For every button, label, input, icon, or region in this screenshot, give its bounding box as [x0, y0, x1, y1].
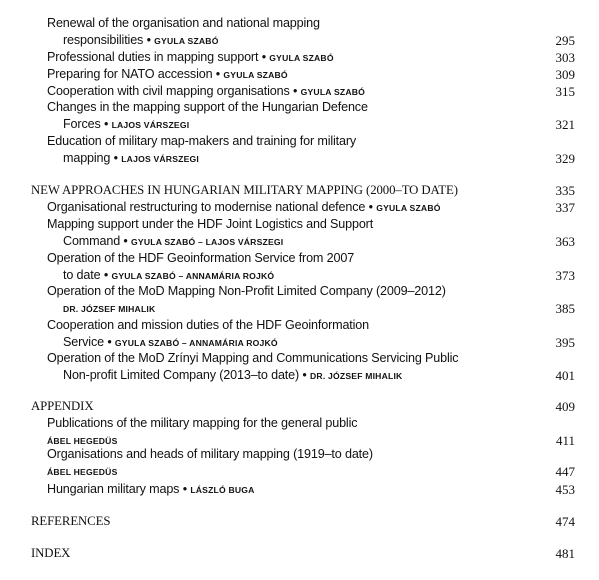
entry-author: GYULA SZABÓ	[154, 36, 219, 46]
entry-title	[47, 199, 441, 217]
entry-title: Operation of the MoD Mapping Non-Profit Limited Company (2009–2012)	[47, 284, 446, 298]
toc-line	[0, 199, 599, 216]
toc-line	[0, 216, 599, 233]
entry-title-text: mapping	[63, 151, 111, 165]
bullet-separator: •	[103, 268, 112, 282]
entry-title: Organisations and heads of military mapping (1919–to date)	[47, 447, 373, 461]
entry-title	[63, 233, 283, 251]
entry-title	[63, 116, 189, 134]
bullet-separator: •	[103, 117, 112, 131]
entry-author: LÁSZLÓ BUGA	[190, 485, 255, 495]
entry-title	[47, 481, 255, 499]
toc-line	[0, 233, 599, 250]
toc-line	[0, 300, 599, 317]
entry-title: Renewal of the organisation and national mapping	[47, 16, 320, 30]
toc-line	[0, 182, 599, 199]
page-number: 474	[555, 514, 575, 529]
entry-title: Publications of the military mapping for the general public	[47, 416, 358, 430]
page-number: 309	[555, 67, 575, 82]
entry-title: Cooperation and mission duties of the HDF Geoinformation	[47, 318, 370, 332]
entry-title	[47, 49, 334, 67]
entry-title	[47, 463, 118, 481]
entry-title: Operation of the MoD Zrínyi Mapping and Communications Servicing Public	[47, 351, 459, 365]
page-number: 447	[555, 464, 575, 479]
section-heading: REFERENCES	[31, 514, 111, 528]
toc-line	[0, 267, 599, 284]
toc-line	[0, 513, 599, 530]
toc-line	[0, 133, 599, 150]
toc-line	[0, 317, 599, 334]
page-number: 401	[555, 368, 575, 383]
entry-author: GYULA SZABÓ – ANNAMÁRIA ROJKÓ	[111, 271, 275, 281]
entry-author: DR. JÓZSEF MIHALIK	[310, 371, 403, 381]
entry-title-text: Professional duties in mapping support	[47, 50, 259, 64]
toc-line	[0, 334, 599, 351]
bullet-separator: •	[146, 33, 155, 47]
entry-author: LAJOS VÁRSZEGI	[111, 120, 190, 130]
entry-title	[47, 66, 288, 84]
toc-line	[0, 49, 599, 66]
entry-title-text: responsibilities	[63, 33, 144, 47]
toc-line	[0, 446, 599, 463]
toc-line	[0, 367, 599, 384]
section-heading: INDEX	[31, 546, 71, 560]
entry-author: DR. JÓZSEF MIHALIK	[63, 304, 156, 314]
entry-title	[63, 150, 199, 168]
entry-author: ÁBEL HEGEDÜS	[47, 436, 118, 446]
entry-title-text: Non-profit Limited Company (2013–to date)	[63, 368, 300, 382]
section-heading: APPENDIX	[31, 399, 94, 413]
entry-author: GYULA SZABÓ – ANNAMÁRIA ROJKÓ	[114, 338, 278, 348]
toc-line	[0, 32, 599, 49]
page-number: 295	[555, 33, 575, 48]
entry-title: Education of military map-makers and training for military	[47, 134, 357, 148]
toc-line	[0, 481, 599, 498]
page-number: 481	[555, 546, 575, 561]
entry-title: Operation of the HDF Geoinformation Service from 2007	[47, 251, 355, 265]
entry-author: GYULA SZABÓ	[269, 53, 334, 63]
entry-author: GYULA SZABÓ – LAJOS VÁRSZEGI	[131, 237, 284, 247]
page-number: 363	[555, 234, 575, 249]
toc-line	[0, 150, 599, 167]
toc-line	[0, 463, 599, 480]
bullet-separator: •	[123, 234, 132, 248]
bullet-separator: •	[182, 482, 191, 496]
toc-line	[0, 83, 599, 100]
entry-title-text: Organisational restructuring to modernise national defence	[47, 200, 366, 214]
page-number: 337	[555, 200, 575, 215]
page-number: 373	[555, 268, 575, 283]
page-number: 303	[555, 50, 575, 65]
entry-title-text: Preparing for NATO accession	[47, 67, 213, 81]
entry-title	[63, 32, 219, 50]
toc-line	[0, 116, 599, 133]
page-number: 395	[555, 335, 575, 350]
bullet-separator: •	[302, 368, 311, 382]
entry-title-text: Hungarian military maps	[47, 482, 180, 496]
entry-title-text: Cooperation with civil mapping organisations	[47, 84, 290, 98]
page-number: 329	[555, 151, 575, 166]
toc-line	[0, 415, 599, 432]
bullet-separator: •	[107, 335, 115, 349]
page-number: 453	[555, 482, 575, 497]
page-number: 411	[555, 433, 575, 448]
entry-title	[63, 300, 155, 318]
entry-title-text: Command	[63, 234, 121, 248]
page-number: 315	[555, 84, 575, 99]
toc-line	[0, 15, 599, 32]
bullet-separator: •	[113, 151, 122, 165]
entry-title: Mapping support under the HDF Joint Logistics and Support	[47, 217, 374, 231]
entry-author: LAJOS VÁRSZEGI	[121, 154, 200, 164]
entry-author: GYULA SZABÓ	[376, 203, 441, 213]
entry-title: Changes in the mapping support of the Hungarian Defence	[47, 100, 368, 114]
page-number: 385	[555, 301, 575, 316]
toc-line	[0, 398, 599, 415]
toc-line	[0, 250, 599, 267]
bullet-separator: •	[368, 200, 377, 214]
entry-title-text: Forces	[63, 117, 101, 131]
entry-author: GYULA SZABÓ	[300, 87, 366, 97]
toc-line	[0, 545, 599, 562]
section-heading: NEW APPROACHES IN HUNGARIAN MILITARY MAPPING (2000–TO DATE)	[31, 183, 458, 197]
toc-line	[0, 99, 599, 116]
entry-title-text: Service	[63, 335, 104, 349]
bullet-separator: •	[292, 84, 301, 98]
entry-author: ÁBEL HEGEDÜS	[47, 467, 118, 477]
entry-title-text: to date	[63, 268, 101, 282]
bullet-separator: •	[215, 67, 224, 81]
toc-line	[0, 350, 599, 367]
page-number: 321	[555, 117, 575, 132]
toc-line	[0, 283, 599, 300]
page-number: 409	[555, 399, 575, 414]
entry-title	[63, 367, 402, 385]
bullet-separator: •	[261, 50, 270, 64]
page-number: 335	[555, 183, 575, 198]
entry-author: GYULA SZABÓ	[223, 70, 288, 80]
toc-line	[0, 66, 599, 83]
